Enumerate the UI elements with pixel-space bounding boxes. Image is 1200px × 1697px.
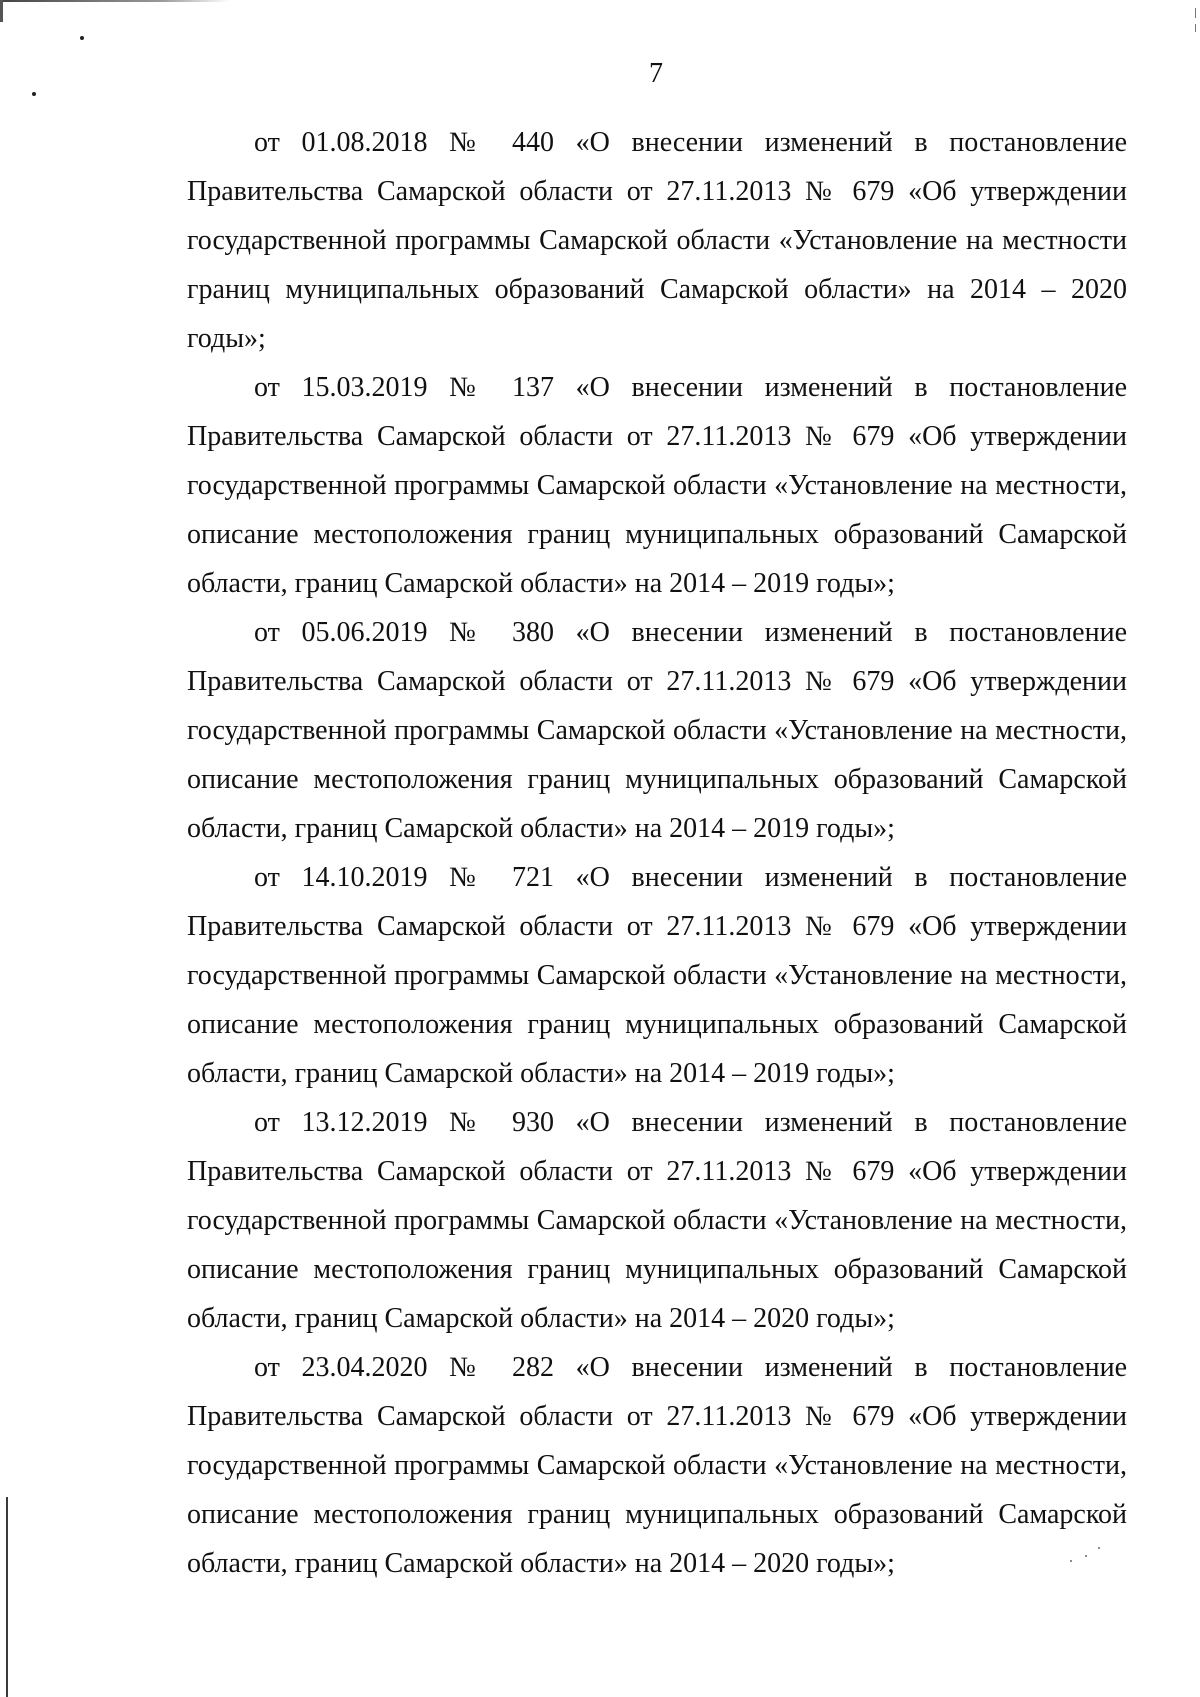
resolution-paragraph: от 05.06.2019 № 380 «О внесении изменений в постановление Правительства Самарской области от 27.11.2013 № 679 «Об утверждении государственной программы Самарской области «Установление на местности, описание местоположения границ муниципальных образований Самарской области, границ Самарской области» на 2014 – 2019 годы»; bbox=[187, 617, 1127, 844]
scan-speck bbox=[80, 36, 84, 40]
scan-edge-corner bbox=[0, 0, 3, 22]
resolution-paragraph: от 15.03.2019 № 137 «О внесении изменений в постановление Правительства Самарской области от 27.11.2013 № 679 «Об утверждении государственной программы Самарской области «Установление на местности, описание местоположения границ муниципальных образований Самарской области, границ Самарской области» на 2014 – 2019 годы»; bbox=[187, 372, 1127, 599]
scan-mark bbox=[1195, 24, 1196, 32]
resolution-paragraph: от 13.12.2019 № 930 «О внесении изменений в постановление Правительства Самарской области от 27.11.2013 № 679 «Об утверждении государственной программы Самарской области «Установление на местности, описание местоположения границ муниципальных образований Самарской области, границ Самарской области» на 2014 – 2020 годы»; bbox=[187, 1107, 1127, 1334]
page-number: 7 bbox=[649, 58, 663, 89]
resolution-paragraph: от 01.08.2018 № 440 «О внесении изменений в постановление Правительства Самарской области от 27.11.2013 № 679 «Об утверждении государственной программы Самарской области «Установление на местности границ муниципальных образований Самарской области» на 2014 – 2020 годы»; bbox=[187, 127, 1127, 354]
scan-speck bbox=[32, 92, 36, 96]
resolution-paragraph: от 14.10.2019 № 721 «О внесении изменений в постановление Правительства Самарской области от 27.11.2013 № 679 «Об утверждении государственной программы Самарской области «Установление на местности, описание местоположения границ муниципальных образований Самарской области, границ Самарской области» на 2014 – 2019 годы»; bbox=[187, 862, 1127, 1089]
scan-edge-top bbox=[0, 0, 230, 2]
scan-edge-left bbox=[6, 1497, 8, 1697]
resolution-paragraph: от 23.04.2020 № 282 «О внесении изменений в постановление Правительства Самарской области от 27.11.2013 № 679 «Об утверждении государственной программы Самарской области «Установление на местности, описание местоположения границ муниципальных образований Самарской области, границ Самарской области» на 2014 – 2020 годы»; bbox=[187, 1352, 1127, 1579]
scan-mark bbox=[1195, 8, 1196, 18]
document-body bbox=[187, 118, 1127, 1588]
